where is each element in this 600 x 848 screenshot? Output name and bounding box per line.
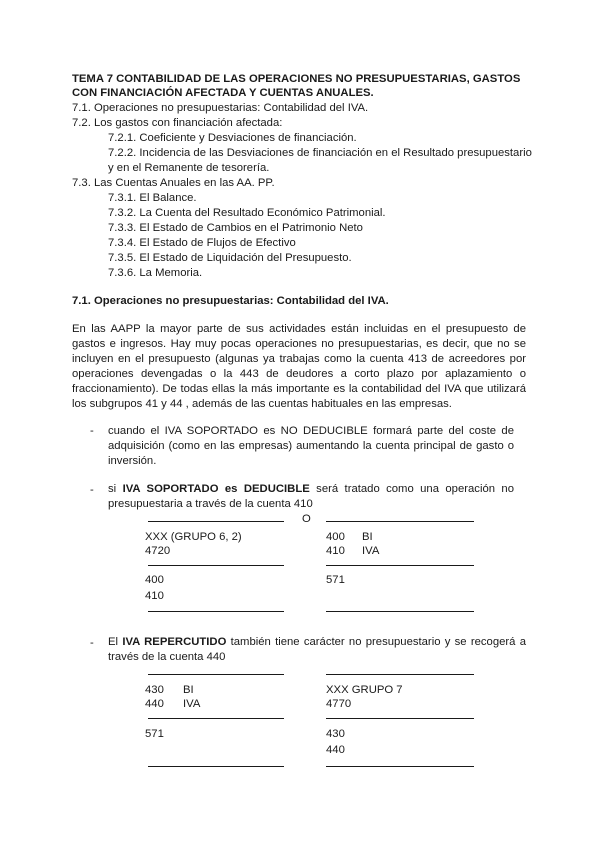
intro-paragraph <box>72 322 526 412</box>
toc-item-7-3-4: 7.3.4. El Estado de Flujos de Efectivo <box>108 237 296 249</box>
toc-item-7-3-2: 7.3.2. La Cuenta del Resultado Económico Patrimonial. <box>108 207 386 219</box>
toc-item-7-1: 7.1. Operaciones no presupuestarias: Contabilidad del IVA. <box>72 102 369 114</box>
entry2-right-bottom: 440 <box>326 744 345 756</box>
bullet-marker: - <box>90 425 94 437</box>
bullet-no-deducible: cuando el IVA SOPORTADO es NO DEDUCIBLE formará parte del coste de adquisición (como en las empresas) aumentando la cuenta principal de gasto o inversión. <box>108 425 514 467</box>
entry2-right-bottom: 430 <box>326 728 345 740</box>
entry-divider <box>148 611 284 612</box>
bullet-deducible-post: será tratado como una operación no presupuestaria a través de la cuenta 410 <box>108 483 514 510</box>
entry2-left-code: 430 <box>145 684 164 696</box>
bullet-marker: - <box>90 637 94 649</box>
entry-divider <box>148 565 284 566</box>
bullet-marker: - <box>90 484 94 496</box>
bullet-repercutido-post: también tiene carácter no presupuestario y se recogerá a través de la cuenta 440 <box>108 636 526 663</box>
entry2-left-label: IVA <box>183 698 201 710</box>
section-heading: 7.1. Operaciones no presupuestarias: Contabilidad del IVA. <box>72 295 389 307</box>
intro-paragraph-text: En las AAPP la mayor parte de sus actividades están incluidas en el presupuesto de gastos e ingresos. Hay muy pocas operaciones no presupuestarias, es decir, que no se incluyen en el presupuesto (algunas ya trabajas como la cuenta 413 de acreedores por operaciones devengadas o la 443 de deudores a corto plazo por aplazamiento o fraccionamiento). De todas ellas la más importante es la contabilidad del IVA que utilizará los subgrupos 41 y 44 , además de las cuentas habituales en las empresas. <box>72 323 526 410</box>
entry1-right-code: 400 <box>326 531 345 543</box>
entry-divider <box>326 674 474 675</box>
entry1-left-credit: 4720 <box>145 545 171 557</box>
bullet-repercutido-pre: El <box>108 636 123 648</box>
entry-divider <box>148 521 284 522</box>
toc-item-7-2: 7.2. Los gastos con financiación afectada: <box>72 117 283 129</box>
toc-item-7-2-2: 7.2.2. Incidencia de las Desviaciones de financiación en el Resultado presupuestario <box>108 147 532 159</box>
entry-divider <box>326 565 474 566</box>
entry-divider <box>148 766 284 767</box>
toc-item-7-2-1: 7.2.1. Coeficiente y Desviaciones de financiación. <box>108 132 357 144</box>
toc-item-7-3-3: 7.3.3. El Estado de Cambios en el Patrimonio Neto <box>108 222 363 234</box>
toc-item-7-3-5: 7.3.5. El Estado de Liquidación del Presupuesto. <box>108 252 352 264</box>
entry-divider <box>148 674 284 675</box>
document-title-line1: TEMA 7 CONTABILIDAD DE LAS OPERACIONES NO PRESUPUESTARIAS, GASTOS <box>72 73 521 85</box>
separator-o: O <box>302 513 311 525</box>
entry1-right-label: IVA <box>362 545 380 557</box>
entry2-left-bottom: 571 <box>145 728 164 740</box>
bullet-repercutido <box>108 635 526 665</box>
entry-divider <box>326 611 474 612</box>
entry-divider <box>326 718 474 719</box>
bullet-deducible <box>108 482 514 512</box>
entry1-right-label: BI <box>362 531 373 543</box>
entry-divider <box>148 718 284 719</box>
toc-item-7-3: 7.3. Las Cuentas Anuales en las AA. PP. <box>72 177 275 189</box>
entry1-left-bottom: 400 <box>145 574 164 586</box>
entry1-right-bottom: 571 <box>326 574 345 586</box>
entry2-left-label: BI <box>183 684 194 696</box>
entry-divider <box>326 521 474 522</box>
entry1-left-bottom: 410 <box>145 590 164 602</box>
entry2-left-code: 440 <box>145 698 164 710</box>
entry1-right-code: 410 <box>326 545 345 557</box>
toc-item-7-3-6: 7.3.6. La Memoria. <box>108 267 203 279</box>
toc-item-7-2-2-cont: y en el Remanente de tesorería. <box>108 162 270 174</box>
entry-divider <box>326 766 474 767</box>
entry2-right-debit: XXX GRUPO 7 <box>326 684 403 696</box>
bullet-deducible-pre: si <box>108 483 123 495</box>
entry1-left-debit: XXX (GRUPO 6, 2) <box>145 531 242 543</box>
bullet-repercutido-bold: IVA REPERCUTIDO <box>122 636 227 648</box>
bullet-deducible-bold: IVA SOPORTADO es DEDUCIBLE <box>122 483 310 495</box>
toc-item-7-3-1: 7.3.1. El Balance. <box>108 192 197 204</box>
entry2-right-credit: 4770 <box>326 698 352 710</box>
document-title-line2: CON FINANCIACIÓN AFECTADA Y CUENTAS ANUALES. <box>72 87 374 99</box>
